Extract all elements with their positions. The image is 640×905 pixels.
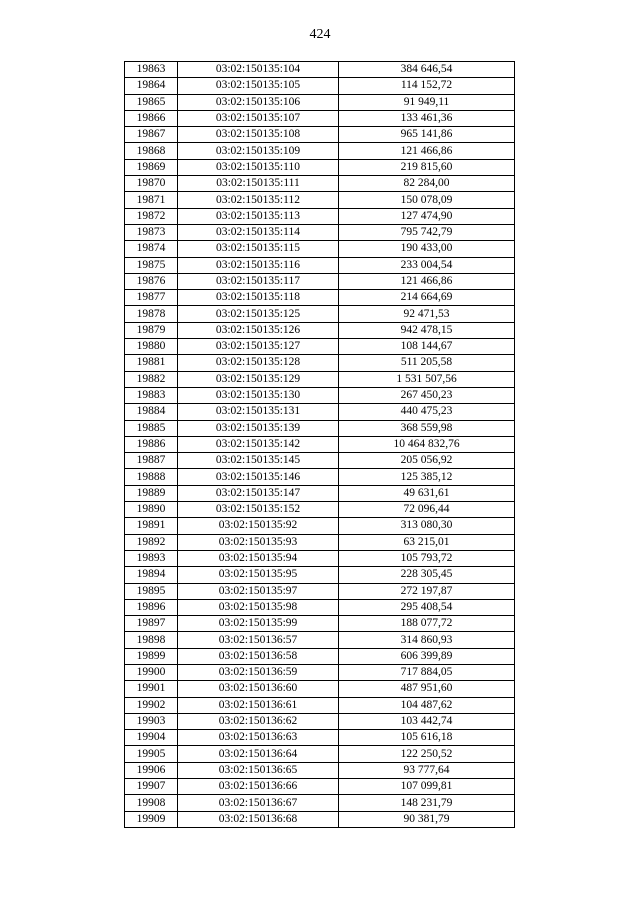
value-cell: 384 646,54: [339, 62, 515, 78]
registry-table-body: [125, 62, 515, 828]
value-cell: 267 450,23: [339, 387, 515, 403]
cadastral-number-cell: 03:02:150135:105: [178, 78, 339, 94]
value-cell: 91 949,11: [339, 94, 515, 110]
value-cell: 717 884,05: [339, 664, 515, 680]
row-number-cell: 19896: [125, 599, 178, 615]
value-cell: 219 815,60: [339, 159, 515, 175]
table-row: [125, 62, 515, 78]
row-number-cell: 19909: [125, 811, 178, 827]
value-cell: 295 408,54: [339, 599, 515, 615]
cadastral-number-cell: 03:02:150136:61: [178, 697, 339, 713]
value-cell: 188 077,72: [339, 616, 515, 632]
table-row: [125, 795, 515, 811]
table-row: [125, 339, 515, 355]
value-cell: 313 080,30: [339, 518, 515, 534]
table-row: [125, 257, 515, 273]
cadastral-number-cell: 03:02:150135:111: [178, 176, 339, 192]
row-number-cell: 19906: [125, 762, 178, 778]
table-row: [125, 485, 515, 501]
row-number-cell: 19883: [125, 387, 178, 403]
value-cell: 511 205,58: [339, 355, 515, 371]
row-number-cell: 19864: [125, 78, 178, 94]
table-row: [125, 355, 515, 371]
row-number-cell: 19886: [125, 436, 178, 452]
row-number-cell: 19902: [125, 697, 178, 713]
table-row: [125, 616, 515, 632]
value-cell: 795 742,79: [339, 224, 515, 240]
table-row: [125, 648, 515, 664]
value-cell: 93 777,64: [339, 762, 515, 778]
row-number-cell: 19867: [125, 127, 178, 143]
value-cell: 122 250,52: [339, 746, 515, 762]
table-row: [125, 127, 515, 143]
value-cell: 105 616,18: [339, 730, 515, 746]
table-row: [125, 387, 515, 403]
cadastral-number-cell: 03:02:150136:66: [178, 779, 339, 795]
value-cell: 606 399,89: [339, 648, 515, 664]
value-cell: 150 078,09: [339, 192, 515, 208]
cadastral-number-cell: 03:02:150135:139: [178, 420, 339, 436]
table-row: [125, 469, 515, 485]
row-number-cell: 19888: [125, 469, 178, 485]
table-row: [125, 322, 515, 338]
value-cell: 965 141,86: [339, 127, 515, 143]
table-row: [125, 290, 515, 306]
cadastral-number-cell: 03:02:150136:63: [178, 730, 339, 746]
cadastral-number-cell: 03:02:150135:106: [178, 94, 339, 110]
value-cell: 105 793,72: [339, 550, 515, 566]
value-cell: 272 197,87: [339, 583, 515, 599]
row-number-cell: 19897: [125, 616, 178, 632]
page-number: 424: [309, 27, 331, 42]
table-row: [125, 713, 515, 729]
value-cell: 125 385,12: [339, 469, 515, 485]
table-row: [125, 192, 515, 208]
value-cell: 942 478,15: [339, 322, 515, 338]
row-number-cell: 19877: [125, 290, 178, 306]
row-number-cell: 19871: [125, 192, 178, 208]
table-row: [125, 94, 515, 110]
cadastral-number-cell: 03:02:150135:110: [178, 159, 339, 175]
cadastral-number-cell: 03:02:150135:98: [178, 599, 339, 615]
table-row: [125, 273, 515, 289]
table-row: [125, 534, 515, 550]
row-number-cell: 19881: [125, 355, 178, 371]
cadastral-number-cell: 03:02:150135:99: [178, 616, 339, 632]
row-number-cell: 19878: [125, 306, 178, 322]
value-cell: 233 004,54: [339, 257, 515, 273]
value-cell: 314 860,93: [339, 632, 515, 648]
value-cell: 121 466,86: [339, 273, 515, 289]
table-row: [125, 730, 515, 746]
row-number-cell: 19901: [125, 681, 178, 697]
value-cell: 90 381,79: [339, 811, 515, 827]
table-row: [125, 697, 515, 713]
cadastral-number-cell: 03:02:150135:130: [178, 387, 339, 403]
cadastral-number-cell: 03:02:150135:107: [178, 110, 339, 126]
table-row: [125, 550, 515, 566]
value-cell: 190 433,00: [339, 241, 515, 257]
value-cell: 108 144,67: [339, 339, 515, 355]
table-row: [125, 371, 515, 387]
cadastral-number-cell: 03:02:150135:127: [178, 339, 339, 355]
table-row: [125, 599, 515, 615]
cadastral-number-cell: 03:02:150135:104: [178, 62, 339, 78]
row-number-cell: 19895: [125, 583, 178, 599]
row-number-cell: 19905: [125, 746, 178, 762]
cadastral-number-cell: 03:02:150135:97: [178, 583, 339, 599]
value-cell: 49 631,61: [339, 485, 515, 501]
table-row: [125, 779, 515, 795]
value-cell: 72 096,44: [339, 502, 515, 518]
cadastral-number-cell: 03:02:150136:59: [178, 664, 339, 680]
value-cell: 63 215,01: [339, 534, 515, 550]
row-number-cell: 19892: [125, 534, 178, 550]
cadastral-number-cell: 03:02:150136:65: [178, 762, 339, 778]
cadastral-number-cell: 03:02:150135:129: [178, 371, 339, 387]
cadastral-number-cell: 03:02:150135:128: [178, 355, 339, 371]
value-cell: 133 461,36: [339, 110, 515, 126]
row-number-cell: 19866: [125, 110, 178, 126]
row-number-cell: 19879: [125, 322, 178, 338]
cadastral-number-cell: 03:02:150135:146: [178, 469, 339, 485]
value-cell: 214 664,69: [339, 290, 515, 306]
value-cell: 205 056,92: [339, 453, 515, 469]
row-number-cell: 19885: [125, 420, 178, 436]
table-row: [125, 453, 515, 469]
row-number-cell: 19874: [125, 241, 178, 257]
cadastral-number-cell: 03:02:150136:62: [178, 713, 339, 729]
cadastral-number-cell: 03:02:150135:113: [178, 208, 339, 224]
row-number-cell: 19876: [125, 273, 178, 289]
cadastral-number-cell: 03:02:150135:125: [178, 306, 339, 322]
table-row: [125, 176, 515, 192]
table-row: [125, 583, 515, 599]
cadastral-number-cell: 03:02:150135:147: [178, 485, 339, 501]
value-cell: 10 464 832,76: [339, 436, 515, 452]
value-cell: 92 471,53: [339, 306, 515, 322]
row-number-cell: 19889: [125, 485, 178, 501]
row-number-cell: 19875: [125, 257, 178, 273]
cadastral-number-cell: 03:02:150136:57: [178, 632, 339, 648]
row-number-cell: 19880: [125, 339, 178, 355]
cadastral-number-cell: 03:02:150135:131: [178, 404, 339, 420]
table-row: [125, 404, 515, 420]
cadastral-number-cell: 03:02:150136:68: [178, 811, 339, 827]
value-cell: 487 951,60: [339, 681, 515, 697]
row-number-cell: 19884: [125, 404, 178, 420]
cadastral-number-cell: 03:02:150135:145: [178, 453, 339, 469]
table-row: [125, 208, 515, 224]
cadastral-number-cell: 03:02:150136:58: [178, 648, 339, 664]
table-row: [125, 567, 515, 583]
row-number-cell: 19904: [125, 730, 178, 746]
cadastral-number-cell: 03:02:150135:126: [178, 322, 339, 338]
table-row: [125, 518, 515, 534]
table-row: [125, 632, 515, 648]
row-number-cell: 19865: [125, 94, 178, 110]
table-row: [125, 78, 515, 94]
value-cell: 82 284,00: [339, 176, 515, 192]
table-row: [125, 762, 515, 778]
cadastral-number-cell: 03:02:150135:92: [178, 518, 339, 534]
table-row: [125, 681, 515, 697]
row-number-cell: 19903: [125, 713, 178, 729]
cadastral-number-cell: 03:02:150135:108: [178, 127, 339, 143]
table-row: [125, 420, 515, 436]
cadastral-number-cell: 03:02:150135:142: [178, 436, 339, 452]
table-row: [125, 811, 515, 827]
cadastral-number-cell: 03:02:150135:95: [178, 567, 339, 583]
value-cell: 440 475,23: [339, 404, 515, 420]
cadastral-number-cell: 03:02:150136:67: [178, 795, 339, 811]
cadastral-number-cell: 03:02:150135:115: [178, 241, 339, 257]
cadastral-number-cell: 03:02:150135:117: [178, 273, 339, 289]
row-number-cell: 19873: [125, 224, 178, 240]
row-number-cell: 19894: [125, 567, 178, 583]
row-number-cell: 19868: [125, 143, 178, 159]
row-number-cell: 19891: [125, 518, 178, 534]
row-number-cell: 19890: [125, 502, 178, 518]
value-cell: 228 305,45: [339, 567, 515, 583]
row-number-cell: 19898: [125, 632, 178, 648]
row-number-cell: 19908: [125, 795, 178, 811]
value-cell: 148 231,79: [339, 795, 515, 811]
cadastral-number-cell: 03:02:150135:118: [178, 290, 339, 306]
table-row: [125, 746, 515, 762]
cadastral-number-cell: 03:02:150135:152: [178, 502, 339, 518]
table-row: [125, 241, 515, 257]
cadastral-number-cell: 03:02:150136:64: [178, 746, 339, 762]
table-row: [125, 143, 515, 159]
cadastral-number-cell: 03:02:150135:112: [178, 192, 339, 208]
cadastral-number-cell: 03:02:150135:116: [178, 257, 339, 273]
value-cell: 114 152,72: [339, 78, 515, 94]
row-number-cell: 19863: [125, 62, 178, 78]
table-row: [125, 159, 515, 175]
row-number-cell: 19907: [125, 779, 178, 795]
value-cell: 104 487,62: [339, 697, 515, 713]
table-row: [125, 436, 515, 452]
row-number-cell: 19899: [125, 648, 178, 664]
table-row: [125, 224, 515, 240]
value-cell: 1 531 507,56: [339, 371, 515, 387]
row-number-cell: 19900: [125, 664, 178, 680]
row-number-cell: 19869: [125, 159, 178, 175]
cadastral-number-cell: 03:02:150135:94: [178, 550, 339, 566]
value-cell: 103 442,74: [339, 713, 515, 729]
row-number-cell: 19887: [125, 453, 178, 469]
table-row: [125, 110, 515, 126]
row-number-cell: 19870: [125, 176, 178, 192]
value-cell: 368 559,98: [339, 420, 515, 436]
table-row: [125, 306, 515, 322]
row-number-cell: 19893: [125, 550, 178, 566]
row-number-cell: 19872: [125, 208, 178, 224]
registry-table: [124, 61, 515, 828]
value-cell: 127 474,90: [339, 208, 515, 224]
value-cell: 107 099,81: [339, 779, 515, 795]
table-row: [125, 502, 515, 518]
cadastral-number-cell: 03:02:150136:60: [178, 681, 339, 697]
cadastral-number-cell: 03:02:150135:114: [178, 224, 339, 240]
cadastral-number-cell: 03:02:150135:93: [178, 534, 339, 550]
table-row: [125, 664, 515, 680]
row-number-cell: 19882: [125, 371, 178, 387]
cadastral-number-cell: 03:02:150135:109: [178, 143, 339, 159]
value-cell: 121 466,86: [339, 143, 515, 159]
